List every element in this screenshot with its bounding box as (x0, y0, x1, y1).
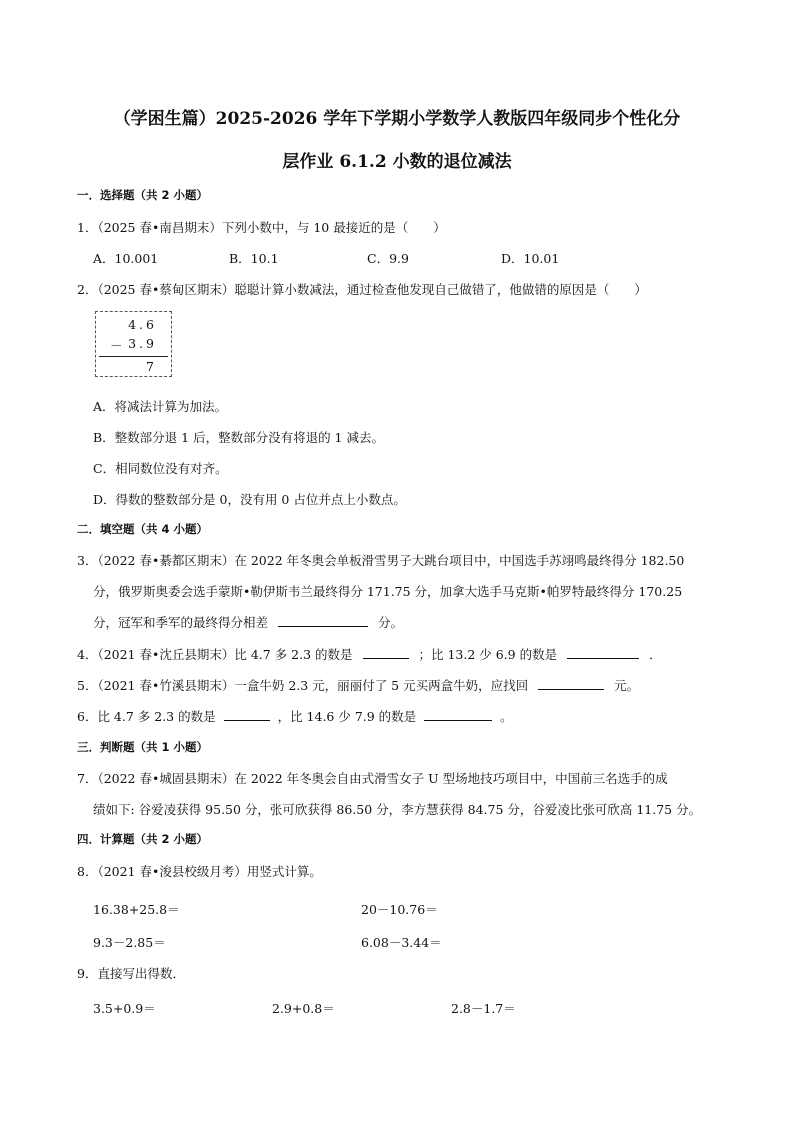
q2-option-d: D．得数的整数部分是 0，没有用 0 占位并点上小数点。 (93, 492, 406, 507)
q2-option-a: A．将减法计算为加法。 (93, 399, 228, 414)
q9-item-3: 2.8－1.7＝ (451, 1001, 516, 1016)
q1-option-b: B．10.1 (229, 251, 279, 266)
question-9-stem: 9．直接写出得数． (77, 966, 185, 981)
q2-option-b: B．整数部分退 1 后，整数部分没有将退的 1 减去。 (93, 430, 384, 445)
q9-item-1: 3.5+0.9＝ (93, 1001, 156, 1016)
q8-item-1: 16.38+25.8＝ (93, 902, 180, 917)
q8-item-3: 9.3－2.85＝ (93, 935, 166, 950)
section-heading-judgement: 三．判断题（共 1 小题） (77, 740, 209, 754)
question-3-line-1: 3．（2022 春•綦都区期末）在 2022 年冬奥会单板滑雪男子大跳台项目中，中国选手苏翊鸣最终得分 182.50 (77, 553, 685, 568)
q6-answer-blank-2[interactable] (424, 709, 492, 721)
document-title-line-1: （学困生篇）2025-2026 学年下学期小学数学人教版四年级同步个性化分 (113, 109, 681, 129)
q6-part-a: 6．比 4.7 多 2.3 的数是 (77, 709, 216, 724)
question-7-line-1: 7．（2022 春•城固县期末）在 2022 年冬奥会自由式滑雪女子 U 型场地技巧项目中，中国前三名选手的成 (77, 771, 668, 786)
q1-option-d: D．10.01 (501, 251, 560, 266)
section-heading-fill: 二．填空题（共 4 小题） (77, 522, 209, 536)
calc-result-line (99, 356, 168, 357)
q3-text-after-blank: 分。 (377, 615, 403, 630)
vertical-subtraction-figure (95, 311, 172, 377)
calc-result: 7 (146, 359, 157, 374)
q4-answer-blank-1[interactable] (363, 647, 409, 659)
q6-answer-blank-1[interactable] (224, 709, 270, 721)
q4-answer-blank-2[interactable] (567, 647, 639, 659)
q6-part-b: ，比 14.6 少 7.9 的数是 (277, 709, 417, 724)
q5-answer-blank[interactable] (538, 678, 604, 690)
q5-part-b: 元。 (614, 678, 640, 693)
q3-answer-blank[interactable] (278, 615, 368, 627)
q3-text-before-blank: 分，冠军和季军的最终得分相差 (93, 615, 269, 630)
calc-minuend: 4.6 (128, 317, 157, 332)
section-heading-calculation: 四．计算题（共 2 小题） (77, 832, 209, 846)
question-5 (77, 676, 639, 694)
question-4 (77, 645, 662, 663)
calc-subtrahend: 3.9 (128, 336, 157, 351)
question-8-stem: 8．（2021 春•浚县校级月考）用竖式计算。 (77, 864, 322, 879)
q8-item-4: 6.08－3.44＝ (361, 935, 442, 950)
q6-part-c: 。 (500, 709, 513, 724)
q4-part-c: ． (649, 647, 662, 662)
q4-part-a: 4．（2021 春•沈丘县期末）比 4.7 多 2.3 的数是 (77, 647, 353, 662)
question-7-line-2: 绩如下: 谷爱凌获得 95.50 分，张可欣获得 86.50 分，李方慧获得 84.75 分，谷爱凌比张可欣高 11.75 分。 (93, 802, 702, 817)
question-3-line-3 (93, 613, 403, 631)
q8-item-2: 20－10.76＝ (361, 902, 438, 917)
q2-option-c: C．相同数位没有对齐。 (93, 461, 228, 476)
q1-option-c: C．9.9 (367, 251, 409, 266)
q4-part-b: ；比 13.2 少 6.9 的数是 (418, 647, 558, 662)
question-3-line-2: 分，俄罗斯奥委会选手蒙斯•勒伊斯韦兰最终得分 171.75 分，加拿大选手马克斯•帕罗特最终得分 170.25 (93, 584, 683, 599)
question-2-stem: 2．（2025 春•蔡甸区期末）聪聪计算小数减法，通过检查他发现自己做错了，他做错的原因是（ ） (77, 282, 647, 297)
calc-minus-sign: － (110, 338, 123, 353)
q5-part-a: 5．（2021 春•竹溪县期末）一盒牛奶 2.3 元，丽丽付了 5 元买两盒牛奶，应找回 (77, 678, 529, 693)
q9-item-2: 2.9+0.8＝ (272, 1001, 335, 1016)
question-6 (77, 707, 513, 725)
q1-option-a: A．10.001 (93, 251, 159, 266)
question-1-stem: 1．（2025 春•南昌期末）下列小数中，与 10 最接近的是（ ） (77, 220, 446, 235)
document-title-line-2: 层作业 6.1.2 小数的退位减法 (282, 152, 512, 172)
section-heading-choice: 一．选择题（共 2 小题） (77, 188, 209, 202)
